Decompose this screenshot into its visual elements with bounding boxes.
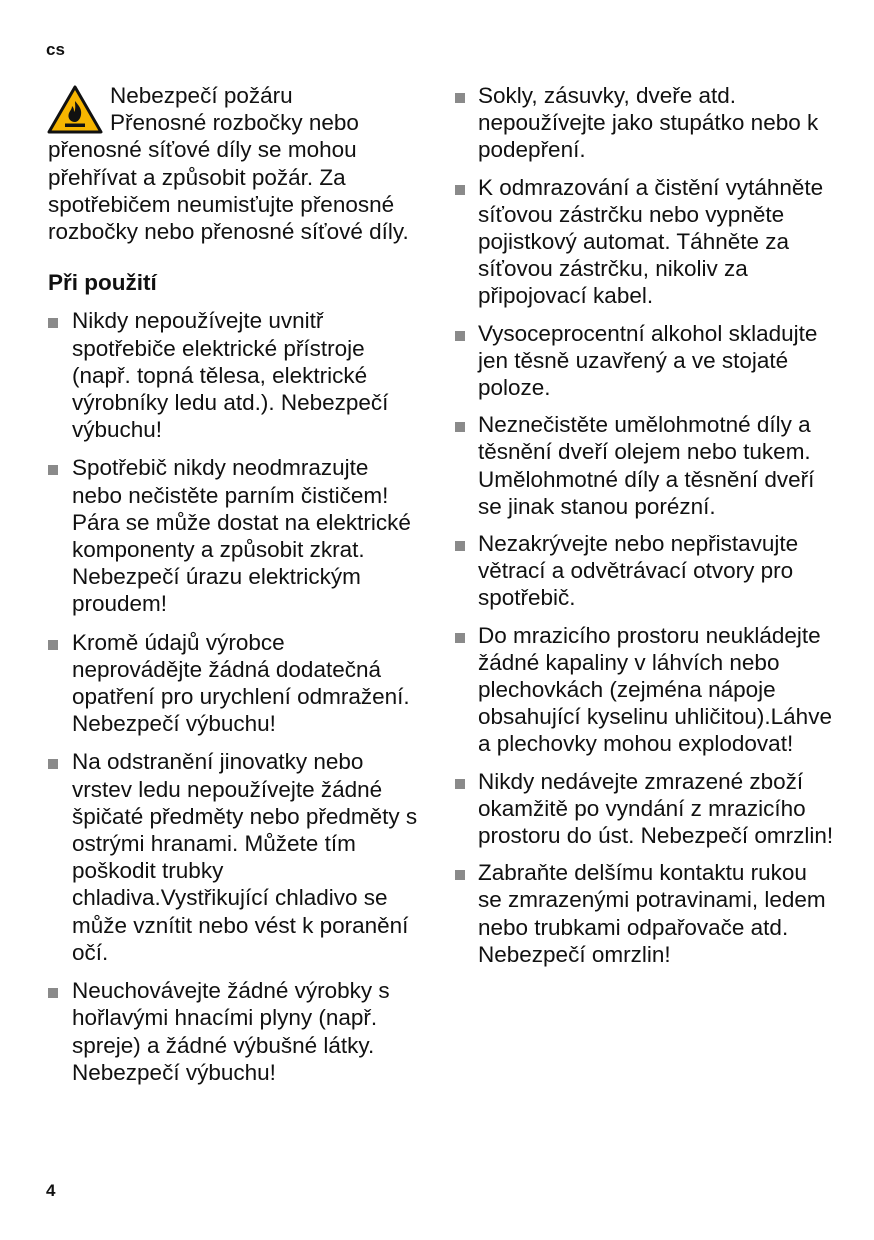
list-item: Spotřebič nikdy neodmrazujte nebo nečistěte parním čističem! Pára se může dostat na elektrické komponenty a způsobit zkrat. Nebezpečí úrazu elektrickým proudem! (48, 454, 418, 617)
fire-warning-block (48, 82, 418, 245)
language-code: cs (46, 40, 65, 59)
page-number: 4 (46, 1181, 56, 1200)
warning-text: Přenosné rozbočky nebo přenosné síťové díly se mohou přehřívat a způsobit požár. Za spotřebičem neumisťujte přenosné rozbočky nebo přenosné síťové díly. (48, 110, 409, 245)
left-column (48, 82, 418, 1097)
list-item: Sokly, zásuvky, dveře atd. nepoužívejte jako stupátko nebo k podepření. (455, 82, 835, 164)
list-item: Do mrazicího prostoru neukládejte žádné kapaliny v láhvích nebo plechovkách (zejména nápoje obsahující kyselinu uhličitou).Láhve a plechovky mohou explodovat! (455, 622, 835, 758)
list-item: Neznečistěte umělohmotné díly a těsnění dveří olejem nebo tukem. Umělohmotné díly a těsnění dveří se jinak stanou porézní. (455, 411, 835, 520)
list-item: Nezakrývejte nebo nepřistavujte větrací a odvětrávací otvory pro spotřebič. (455, 530, 835, 612)
fire-warning-icon (46, 84, 104, 136)
left-bullet-list (48, 307, 418, 1085)
list-item: Na odstranění jinovatky nebo vrstev ledu nepoužívejte žádné špičaté předměty nebo předměty s ostrými hranami. Můžete tím poškodit trubky chladiva.Vystřikující chladivo se může vznítit nebo vést k poranění očí. (48, 748, 418, 966)
list-item: Nikdy nedávejte zmrazené zboží okamžitě po vyndání z mrazicího prostoru do úst. Nebezpečí omrzlin! (455, 768, 835, 850)
right-bullet-list (455, 82, 835, 968)
warning-title: Nebezpečí požáru (110, 83, 293, 108)
list-item: Zabraňte delšímu kontaktu rukou se zmrazenými potravinami, ledem nebo trubkami odpařovače atd. Nebezpečí omrzlin! (455, 859, 835, 968)
list-item: Kromě údajů výrobce neprovádějte žádná dodatečná opatření pro urychlení odmražení. Nebezpečí výbuchu! (48, 629, 418, 738)
list-item: Neuchovávejte žádné výrobky s hořlavými hnacími plyny (např. spreje) a žádné výbušné látky. Nebezpečí výbuchu! (48, 977, 418, 1086)
section-heading: Při použití (48, 270, 157, 296)
list-item: Nikdy nepoužívejte uvnitř spotřebiče elektrické přístroje (např. topná tělesa, elektrické výrobníky ledu atd.). Nebezpečí výbuchu! (48, 307, 418, 443)
list-item: K odmrazování a čistění vytáhněte síťovou zástrčku nebo vypněte pojistkový automat. Táhněte za síťovou zástrčku, nikoliv za připojovací kabel. (455, 174, 835, 310)
list-item: Vysoceprocentní alkohol skladujte jen těsně uzavřený a ve stojaté poloze. (455, 320, 835, 402)
right-column (455, 82, 835, 978)
